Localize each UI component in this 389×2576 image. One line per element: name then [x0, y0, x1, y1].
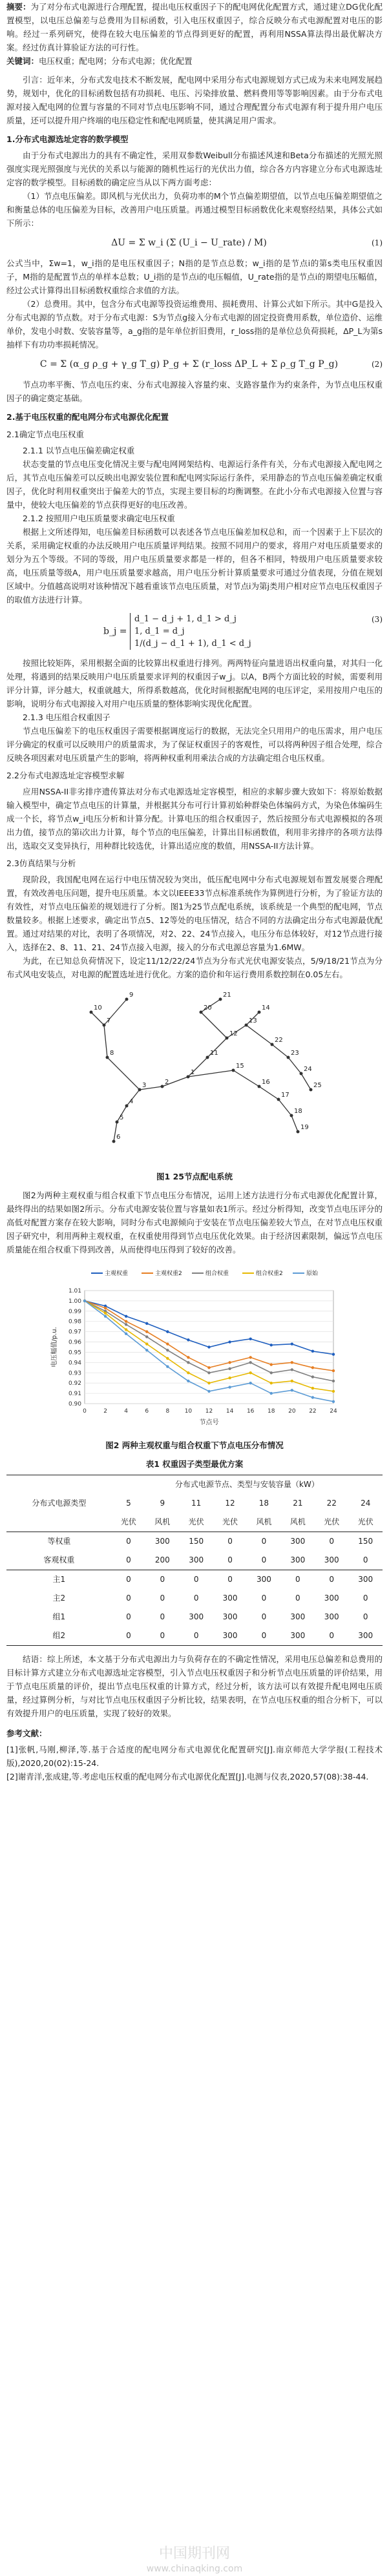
voltage-chart — [46, 1262, 343, 1429]
table-row-label: 主1 — [6, 1570, 112, 1590]
table-cell: 300 — [290, 1555, 306, 1564]
network-node-label: 3 — [142, 1082, 147, 1089]
table-row — [6, 1551, 383, 1570]
x-tick-label: 12 — [205, 1408, 213, 1415]
network-branch — [288, 1057, 301, 1074]
table-cell: 0 — [112, 1570, 145, 1590]
network-branch — [272, 1044, 288, 1057]
s2-1-1-title: 2.1.1 以节点电压偏差确定权重 — [23, 446, 135, 455]
network-node-label: 24 — [304, 1066, 312, 1073]
data-point — [104, 1312, 107, 1314]
table-cell: 300 — [281, 1626, 315, 1646]
y-tick-label: 0.92 — [68, 1380, 81, 1387]
network-node-label: 2 — [165, 1079, 169, 1086]
data-point — [145, 1343, 148, 1345]
network-node-label: 6 — [116, 1134, 121, 1141]
formula-3-case-1: d_1 − d_j + 1, d_1 > d_j — [134, 614, 237, 624]
table-node-cell: 21 — [293, 1499, 303, 1508]
after-figure-1-paragraph: 图2为两种主观权重与组合权重下节点电压分布情况，运用上述方法进行分布式电源优化配置计算，最终得出的结果如图2所示。分布式电源安装位置与容量如表1所示。经过分析得知，改变节点电压评分的高低对配置方案存在较大影响，同时分布式电源倾向于安装在节点电压偏差较大节点，在对节点电压权重因子研究中，利用两种主观权重，在权重使用得到节点电压优化效果。由于经济因素限制，偏远节点电压质量能在组合权重下得到改善，从而使得电压得到了较好的改善。 — [6, 1190, 383, 1254]
network-node-label: 19 — [300, 1124, 309, 1131]
y-tick-label: 0.94 — [68, 1360, 81, 1367]
x-tick-label: 4 — [124, 1408, 129, 1415]
data-point — [332, 1380, 335, 1382]
data-point — [249, 1382, 251, 1384]
y-tick-label: 1.01 — [68, 1288, 81, 1294]
network-branch — [107, 1057, 140, 1090]
data-point — [207, 1345, 210, 1348]
formula-3 — [6, 613, 383, 650]
data-point — [270, 1371, 273, 1374]
network-node — [138, 1088, 142, 1092]
formula-3-case-2: 1, d_1 = d_j — [134, 627, 185, 636]
network-node-label: 11 — [210, 1050, 218, 1057]
network-node — [112, 1140, 116, 1143]
table-cell: 0 — [261, 1555, 267, 1564]
y-tick-label: 0.99 — [68, 1308, 81, 1315]
table-cell: 0 — [213, 1570, 247, 1590]
table-type-cell: 光伏 — [188, 1517, 204, 1526]
network-node-label: 21 — [223, 992, 231, 999]
s2-2-title: 2.2分布式电源选址定容模型求解 — [6, 771, 125, 780]
keywords-text: 电压权重；配电网；分布式电源；优化配置 — [39, 56, 193, 66]
network-node — [90, 1011, 93, 1014]
network-node — [290, 1114, 293, 1117]
network-node — [232, 1069, 235, 1072]
keywords — [6, 54, 383, 68]
data-point — [166, 1366, 169, 1368]
table-cell: 150 — [348, 1532, 383, 1552]
table-head-right: 分布式电源节点、类型与安装容量（kW） — [112, 1475, 383, 1495]
data-point — [249, 1361, 251, 1364]
formula-1-body: Σ w_i (Σ (U_i − U_rate) / M) — [138, 238, 267, 248]
network-node-label: 20 — [204, 1004, 212, 1012]
legend-label: 组合权重2 — [256, 1271, 283, 1277]
network-node — [297, 1130, 300, 1134]
table-type-cell: 光伏 — [120, 1517, 136, 1526]
formula-2 — [6, 358, 383, 371]
table-cell: 0 — [247, 1626, 280, 1646]
legend-label: 组合权重 — [205, 1271, 229, 1277]
table-cell: 300 — [348, 1570, 383, 1590]
data-point — [249, 1338, 251, 1340]
table-cell: 300 — [145, 1532, 179, 1552]
network-branch — [91, 1012, 104, 1025]
network-branch — [233, 1070, 259, 1086]
data-point — [166, 1330, 169, 1333]
table-row-label: 组1 — [52, 1612, 66, 1621]
y-tick-label: 1.00 — [68, 1298, 81, 1305]
table-cell: 0 — [363, 1594, 368, 1603]
network-node-label: 8 — [110, 1050, 114, 1057]
table-cell: 0 — [145, 1626, 179, 1646]
network-branch — [104, 1025, 107, 1057]
data-point — [311, 1375, 314, 1378]
table-cell: 0 — [315, 1532, 348, 1552]
s2-3-paragraph: 现阶段，我国配电网在运行中电压情况较为突出，低压配电网中分布式电源规划布置发展要合理配置，有效改善电压问题，提升电压质量。本文以IEEE33节点标准系统作为算例进行分析，为了验证方法的有效性，对节点电压偏差的规划进行了分析。图1为25节点配电系统，该系统是一个典型的配电网，节点数量较多。根据上述要求，确定出节点5、12等处的电压情况，结合不同的方法确定出分布式电源最优配置。通过对结果的对比，表明了各项情况，对2、22、24节点接入，电压分布总体较好，对12节点进行接入，选择在2、8、11、21、24节点接入电源，接入的分布式电源总容量为1.6MW。 — [6, 875, 383, 952]
references-title: 参考文献： — [6, 1729, 47, 1738]
data-point — [291, 1389, 293, 1391]
data-point — [125, 1328, 127, 1331]
article — [6, 0, 383, 1783]
network-node-label: 9 — [129, 992, 134, 999]
data-point — [228, 1361, 231, 1364]
x-tick-label: 0 — [83, 1408, 87, 1415]
table-cell: 0 — [281, 1570, 315, 1590]
table-cell: 300 — [290, 1612, 306, 1621]
table-cell: 0 — [363, 1612, 368, 1621]
table-row — [6, 1589, 383, 1608]
x-tick-label: 20 — [288, 1408, 296, 1415]
table-cell: 300 — [189, 1555, 204, 1564]
data-point — [249, 1371, 251, 1374]
network-node — [103, 1024, 106, 1027]
data-point — [332, 1390, 335, 1393]
x-tick-label: 16 — [246, 1408, 255, 1415]
table-cell: 0 — [261, 1594, 267, 1603]
table-cell: 300 — [281, 1532, 315, 1552]
table-cell: 0 — [315, 1570, 348, 1590]
s1-paragraph-1: 由于分布式电源出力的具有不确定性，采用双参数Weibull分布描述风速和Beta分布描述的光照光照强度实现光照强度与光伏的关系以与能源的随机性运行的光伏出力值，综合各方内容建立分布式电源选址定容的数学模型。目标函数的确定应当从以下两方面考虑： — [6, 151, 383, 187]
s1-paragraph-5: 节点功率平衡、节点电压约束、分布式电源接入容量约束、支路容量作为约束条件，为节点电压权重因子的确定奠定基础。 — [6, 380, 383, 403]
x-tick-label: 8 — [165, 1408, 170, 1415]
data-point — [187, 1338, 189, 1341]
table-row — [6, 1532, 383, 1552]
table-cell: 0 — [315, 1626, 348, 1646]
y-tick-label: 0.90 — [68, 1401, 81, 1407]
data-point — [291, 1368, 293, 1371]
data-point — [228, 1340, 231, 1343]
s2-1-2-paragraph-2: 按照比较矩阵，采用根据全面的比较算出权重进行排列。两两特征向量进语出权重向量，对其归一化处理，将遇到的结果反映用户电压质量要求评判的权重因子w_j。以A，B两个方面比较的时候，需要利用评分计算，评分越大，权重就越大，所得系数越高，优化时间根据配电网的电压评定，采用按用户电压的影响，说明分布式电源接入对用户电压质量的整体影响实现优化配置。 — [6, 658, 383, 709]
formula-2-number: (2) — [372, 360, 383, 369]
s1-paragraph-4: （2）总费用。其中，包含分布式电源等投资运维费用、损耗费用、计算公式如下所示。其中G是投入分布式电源的节点数。对于分布式电源：S为节点g接入分布式电源的固定投资费用系数，单位造价、运维单价，发电小时数、安装容量等，a_g指的是年单位折旧费用，r_loss指的是单位总负荷损耗，ΔP_L为第s抽样下有功功率损耗情况。 — [6, 299, 383, 349]
figure-2 — [6, 1262, 383, 1433]
data-point — [311, 1396, 314, 1398]
data-point — [125, 1333, 127, 1335]
table-cell: 300 — [222, 1594, 238, 1603]
network-node — [219, 998, 222, 1001]
network-node-label: 15 — [236, 1063, 244, 1070]
conclusion: 结语：综上所述，本文基于分布式电源出力与负荷存在的不确定性情况，采用电压总偏差和总费用的目标计算方式建立分布式电源选址定容模型，引入节点电压权重因子和分析节点电压质量的评价结果，用于节点电压质量的评价，提出节点电压权重的计算方式，经过分析，该方法可以有效提升配电网电压质量，经过算例分析，与对比节点电压权重因子分析比较，结果表明，在节点电压权重的组合分析下，可以有效提升用户的电压质量，实现了较好的效果。 — [6, 1654, 383, 1718]
network-branch — [279, 1099, 291, 1116]
data-point — [311, 1350, 314, 1353]
network-branch — [259, 1086, 279, 1099]
formula-1-number: (1) — [372, 238, 383, 247]
network-node — [226, 1037, 229, 1040]
table-cell: 0 — [179, 1570, 213, 1590]
table-row-label: 组2 — [6, 1626, 112, 1646]
formula-3-number: (3) — [372, 615, 383, 624]
table-cell: 0 — [145, 1570, 179, 1590]
table-cell: 0 — [295, 1594, 300, 1603]
data-point — [270, 1363, 273, 1366]
table-cell: 0 — [112, 1532, 145, 1552]
keywords-label: 关键词： — [6, 56, 39, 66]
data-point — [104, 1307, 107, 1309]
network-branch — [291, 1116, 298, 1132]
table-cell: 0 — [261, 1612, 267, 1621]
figure-1-caption: 图1 25节点配电系统 — [156, 1172, 233, 1181]
x-tick-label: 6 — [145, 1408, 149, 1415]
table-cell: 200 — [154, 1555, 170, 1564]
table-type-cell: 光伏 — [222, 1517, 238, 1526]
table-cell: 0 — [179, 1626, 213, 1646]
data-point — [332, 1353, 335, 1355]
data-point — [145, 1330, 148, 1333]
data-point — [187, 1371, 189, 1374]
y-tick-label: 0.95 — [68, 1349, 81, 1356]
table-node-cell: 11 — [191, 1499, 202, 1508]
formula-2-lhs: C — [39, 359, 47, 369]
data-point — [228, 1367, 231, 1370]
table-1-caption: 表1 权重因子类型最优方案 — [145, 1459, 244, 1469]
data-point — [207, 1371, 210, 1374]
s2-3-paragraph-2: 为此，在已知总负荷情况下，设定11/12/22/24节点为分布式光伏电源安装点，5/9/18/21节点为分布式风电安装点，对电源的配置选址进行优化。方案的造价和年运行费用系数控制在0.05左右。 — [6, 956, 383, 979]
data-point — [270, 1344, 273, 1346]
network-node — [277, 1098, 280, 1101]
network-node-label: 23 — [291, 1050, 299, 1057]
network-node-label: 25 — [313, 1082, 322, 1089]
network-branch — [301, 1074, 311, 1090]
network-node-label: 12 — [229, 1030, 238, 1037]
table-cell: 150 — [179, 1532, 213, 1552]
network-node-label: 5 — [120, 1114, 124, 1121]
abstract-label: 摘要： — [6, 2, 31, 12]
data-point — [83, 1300, 86, 1302]
s2-3-title: 2.3仿真结果与分析 — [6, 858, 76, 868]
data-point — [291, 1343, 293, 1345]
network-node — [161, 1085, 164, 1088]
data-point — [145, 1349, 148, 1351]
series-line — [85, 1301, 333, 1402]
data-point — [332, 1400, 335, 1403]
x-tick-label: 22 — [309, 1408, 317, 1415]
table-cell: 300 — [213, 1626, 247, 1646]
network-node — [271, 1043, 274, 1046]
table-type-cell: 风机 — [154, 1517, 171, 1526]
formula-1-eq: = — [128, 238, 136, 248]
s1-paragraph-2: （1）节点电压偏差。即风机与光伏出力，负荷功率的M个节点偏差期望值，以节点电压偏差期望值之和衡量总体的电压偏差为目标，改善用户电压质量。再通过模型目标函数优化来观察经结果，具体公式如下所示： — [6, 191, 383, 228]
table-node-cell: 9 — [160, 1499, 165, 1508]
network-node — [206, 1056, 209, 1059]
table-node-cell: 24 — [361, 1499, 371, 1508]
reference-2: [2]谢青洋,张成建,等.考虑电压权重的配电网分布式电源优化配置[J].电测与仪表,2020,57(08):38-44. — [6, 1772, 369, 1781]
table-node-cell: 12 — [225, 1499, 235, 1508]
legend-label: 主观权重 — [105, 1271, 129, 1277]
x-tick-label: 10 — [184, 1408, 193, 1415]
data-point — [270, 1382, 273, 1384]
table-type-cell: 风机 — [256, 1517, 272, 1526]
network-node-label: 16 — [262, 1079, 270, 1086]
table-row — [6, 1608, 383, 1626]
network-node-label: 4 — [129, 1098, 134, 1105]
data-point — [270, 1392, 273, 1395]
network-node — [300, 1072, 303, 1075]
figure-2-caption: 图2 两种主观权重与组合权重下节点电压分布情况 — [105, 1440, 284, 1450]
s2-1-2-title: 2.1.2 按照用户电压质量要求确定电压权重 — [23, 514, 175, 523]
table-cell: 0 — [160, 1594, 165, 1603]
network-branch — [246, 1025, 272, 1044]
table-cell: 300 — [324, 1555, 339, 1564]
table-cell: 0 — [112, 1626, 145, 1646]
s2-1-1-paragraph: 状态变量的节点电压变化情况主要与配电网网架结构、电源运行条件有关，分布式电源接入配电网之后，其节点电压偏差可以反映出电源安装位置和配电网实际运行条件，采用静态的节点电压偏差确定权重因子，优化时利用权重突出于偏差大的节点，实现主要目标的均衡调整。在此小分布式电源接入位置与容量中，使较大电压偏差的节点获得更好的电压改善。 — [6, 459, 383, 510]
table-cell: 0 — [363, 1555, 368, 1564]
s2-1-title: 2.1确定节点电压权重 — [6, 430, 84, 439]
y-tick-label: 0.93 — [68, 1370, 81, 1377]
network-node — [125, 1105, 129, 1108]
abstract — [6, 0, 383, 54]
data-point — [291, 1380, 293, 1382]
intro-paragraph: 引言：近年来，分布式发电技术不断发展，配电网中采用分布式电源规划方式已成为未来电网发展趋势，规划中，优化的目标函数包括有功损耗、电压、污染排放量、燃料费用等等影响因素。由于分布式电源对接入配电网的位置与容量的不同对节点电压影响不同，通过合理配置分布式电源有利于提升用户电压质量，还可以提升用户终端的电压稳定性和配电网质量，使其满足用户需求。 — [6, 75, 383, 125]
data-point — [249, 1356, 251, 1358]
table-cell: 0 — [227, 1555, 233, 1564]
data-point — [291, 1361, 293, 1364]
network-diagram — [65, 986, 324, 1161]
network-node — [258, 1011, 261, 1014]
data-point — [228, 1376, 231, 1379]
table-cell: 0 — [126, 1594, 131, 1603]
formula-3-case-3: 1/(d_j − d_1 + 1), d_1 < d_j — [134, 639, 251, 649]
network-node-label: 1 — [191, 1069, 195, 1076]
data-point — [166, 1343, 169, 1345]
reference-1: [1]张帆,马刚,柳泽,等.基于合适度的配电网分布式电源优化配置研究[J].南京师范大学学报(工程技术版),2020,20(02):15-24. — [6, 1745, 383, 1768]
table-cell: 0 — [213, 1532, 247, 1552]
table-cell: 0 — [126, 1612, 131, 1621]
table-row-label: 等权重 — [6, 1532, 112, 1552]
network-node-label: 17 — [281, 1092, 289, 1099]
watermark-url: www.chinaqking.com — [146, 2564, 243, 2574]
x-tick-label: 14 — [226, 1408, 234, 1415]
formula-2-eq: = — [50, 359, 58, 369]
table-cell: 300 — [247, 1570, 280, 1590]
network-node — [245, 1024, 248, 1027]
x-tick-label: 24 — [330, 1408, 337, 1415]
s2-1-3-title: 2.1.3 电压组合权重因子 — [23, 712, 110, 722]
data-point — [125, 1315, 127, 1318]
data-point — [166, 1349, 169, 1351]
data-point — [207, 1382, 210, 1384]
network-node — [125, 998, 129, 1001]
data-point — [228, 1386, 231, 1388]
x-tick-label: 2 — [103, 1408, 107, 1415]
legend-label: 原始 — [306, 1271, 319, 1277]
formula-1-lhs: ΔU — [111, 238, 126, 248]
table-head-left: 分布式电源类型 — [6, 1475, 112, 1532]
data-point — [166, 1357, 169, 1360]
network-node — [310, 1088, 313, 1092]
x-tick-label: 18 — [268, 1408, 275, 1415]
table-1 — [6, 1475, 383, 1646]
table-node-cell: 5 — [126, 1499, 131, 1508]
table-row — [6, 1570, 383, 1590]
data-point — [125, 1320, 127, 1323]
formula-3-lhs: b_j — [103, 626, 117, 637]
network-node — [106, 1056, 109, 1059]
network-branch — [188, 1070, 233, 1077]
table-node-cell: 22 — [326, 1499, 337, 1508]
data-point — [125, 1323, 127, 1325]
table-row-label: 主2 — [52, 1594, 66, 1603]
s1-paragraph-3: 公式当中，Σw=1，w_i指的是电压权重因子；N指的是节点总数；w_i指的是节点i的第s类电压权重因子，M指的是配置节点的单样本总数；U_i指的是节点i的电压幅值，U_rate指的是节点i的期望电压幅值，经过公式计算得出目标函数权重综合求值的方法。 — [6, 258, 383, 295]
y-tick-label: 0.97 — [68, 1329, 81, 1336]
network-node-label: 13 — [249, 1017, 257, 1024]
data-point — [187, 1380, 189, 1382]
y-tick-label: 0.91 — [68, 1391, 81, 1398]
network-branch — [201, 1012, 227, 1038]
s2-2-paragraph: 应用NSSA-II非劣排序遗传算法对分布式电源选址定容模型，相应的求解步骤大致如下：将原始数据输入模型中，确定节点电压的计算量，并根据其分布可行计算初始种群染色体编码方式，为染色体编码生成一个长，将节点w_i电压分析和计算分配。计算电压的组合权重因子，然后按照分布式电源模拟的各项出力值，接节点的第i次出力计算，每个节点的电压偏差，计算出目标函数值，利用非劣排序的各项方法得出，选取交叉变异执行，用种群比较选优，计算出适应度的数值，用NSSA-II方法计算。 — [6, 787, 383, 851]
data-point — [187, 1356, 189, 1358]
formula-3-eq: = — [119, 626, 127, 637]
network-node-label: 14 — [262, 1004, 270, 1012]
table-type-cell: 光伏 — [324, 1517, 340, 1526]
network-node-label: 18 — [294, 1108, 302, 1115]
table-row — [6, 1626, 383, 1646]
formula-2-body: Σ (α_g ρ_g + γ_g T_g) P_g + Σ (r_loss ΔP_L + Σ ρ_g T_g P_g) — [60, 359, 339, 369]
legend-label: 主观权重2 — [155, 1271, 182, 1277]
data-point — [187, 1361, 189, 1364]
table-cell: 0 — [247, 1532, 280, 1552]
data-point — [104, 1315, 107, 1318]
network-node-label: 10 — [94, 1004, 102, 1012]
data-point — [145, 1335, 148, 1338]
y-tick-label: 0.98 — [68, 1318, 81, 1325]
table-row-label: 客观权重 — [43, 1555, 75, 1564]
data-point — [207, 1366, 210, 1369]
formula-1 — [6, 236, 383, 250]
network-node — [187, 1075, 190, 1079]
y-tick-label: 0.96 — [68, 1339, 81, 1346]
network-node — [200, 1011, 203, 1014]
table-cell: 300 — [222, 1612, 238, 1621]
section-2-title: 2.基于电压权重的配电网分布式电源优化配置 — [6, 412, 169, 422]
table-type-cell: 风机 — [289, 1517, 306, 1526]
data-point — [332, 1369, 335, 1372]
data-point — [311, 1387, 314, 1389]
section-1-title: 1.分布式电源选址定容的数学模型 — [6, 134, 129, 144]
table-node-cell: 18 — [258, 1499, 269, 1508]
s2-1-3-paragraph: 节点电压偏差下的电压权重因子需要根据调度运行的数据，无法完全只用用户的电压需求，用户电压评分确定的权重可以反映用户的质量需求，为了保证权重因子的客观性，可以将两种因子组合处理，综合反映各项因素对电压质量产生的影响，将两种权重利用乘法合成的方法确定组合电压权重。 — [6, 726, 383, 763]
network-node — [287, 1056, 290, 1059]
network-node-label: 22 — [275, 1037, 283, 1044]
table-type-cell: 光伏 — [357, 1517, 373, 1526]
table-cell: 0 — [160, 1612, 165, 1621]
network-node — [116, 1121, 119, 1124]
y-axis-label: 电压幅值/p.u. — [51, 1327, 58, 1367]
figure-1 — [6, 986, 383, 1165]
s2-1-2-paragraph: 根据上文所述得知，电压偏差目标函数可以表述各节点电压偏差加权总和，而一个因素于上下层次的关系，采用确定权重的办法反映用户电压质量评判结果。按照不同用户的要求，将用户对电压质量要求的划分为五个等级。不同的等级，用户电压质量要求都是一样的，但各不相同，特级用户电压质量要求较高，电压质量等级A，用户电压质量要求越高，用户电压分析计算质量要求可通过分值表现，分值在规划区域中。分值越高说明对该种情况下越看重该节点电压质量，对节点i为第j类用户相对应节点电压权重因子的取值方法进行计算。 — [6, 527, 383, 605]
data-point — [207, 1390, 210, 1393]
x-axis-label: 节点号 — [199, 1419, 219, 1426]
table-cell: 300 — [324, 1594, 339, 1603]
watermark — [0, 2547, 389, 2576]
table-cell: 0 — [193, 1594, 199, 1603]
network-node — [258, 1085, 261, 1088]
table-cell: 0 — [126, 1555, 131, 1564]
table-cell: 300 — [324, 1612, 339, 1621]
table-cell: 300 — [348, 1626, 383, 1646]
network-node-label: 7 — [107, 1017, 111, 1024]
data-point — [145, 1322, 148, 1325]
table-cell: 300 — [189, 1612, 204, 1621]
watermark-text: 中国期刊网 — [158, 2546, 230, 2562]
data-point — [311, 1366, 314, 1369]
abstract-text: 为了对分布式电源进行合理配置，提出电压权重因子下的配电网优化配置方式，通过建立DG优化配置模型，以电压总偏差与总费用为目标函数，引入电压权重因子，综合反映分布式电源配置对电压的影响。经过一系列研究，使得在较大电压偏差的节点得到更好的配置，再利用NSSA算法得出最优解决方案。经过仿真计算验证方法的可行性。 — [6, 2, 383, 52]
